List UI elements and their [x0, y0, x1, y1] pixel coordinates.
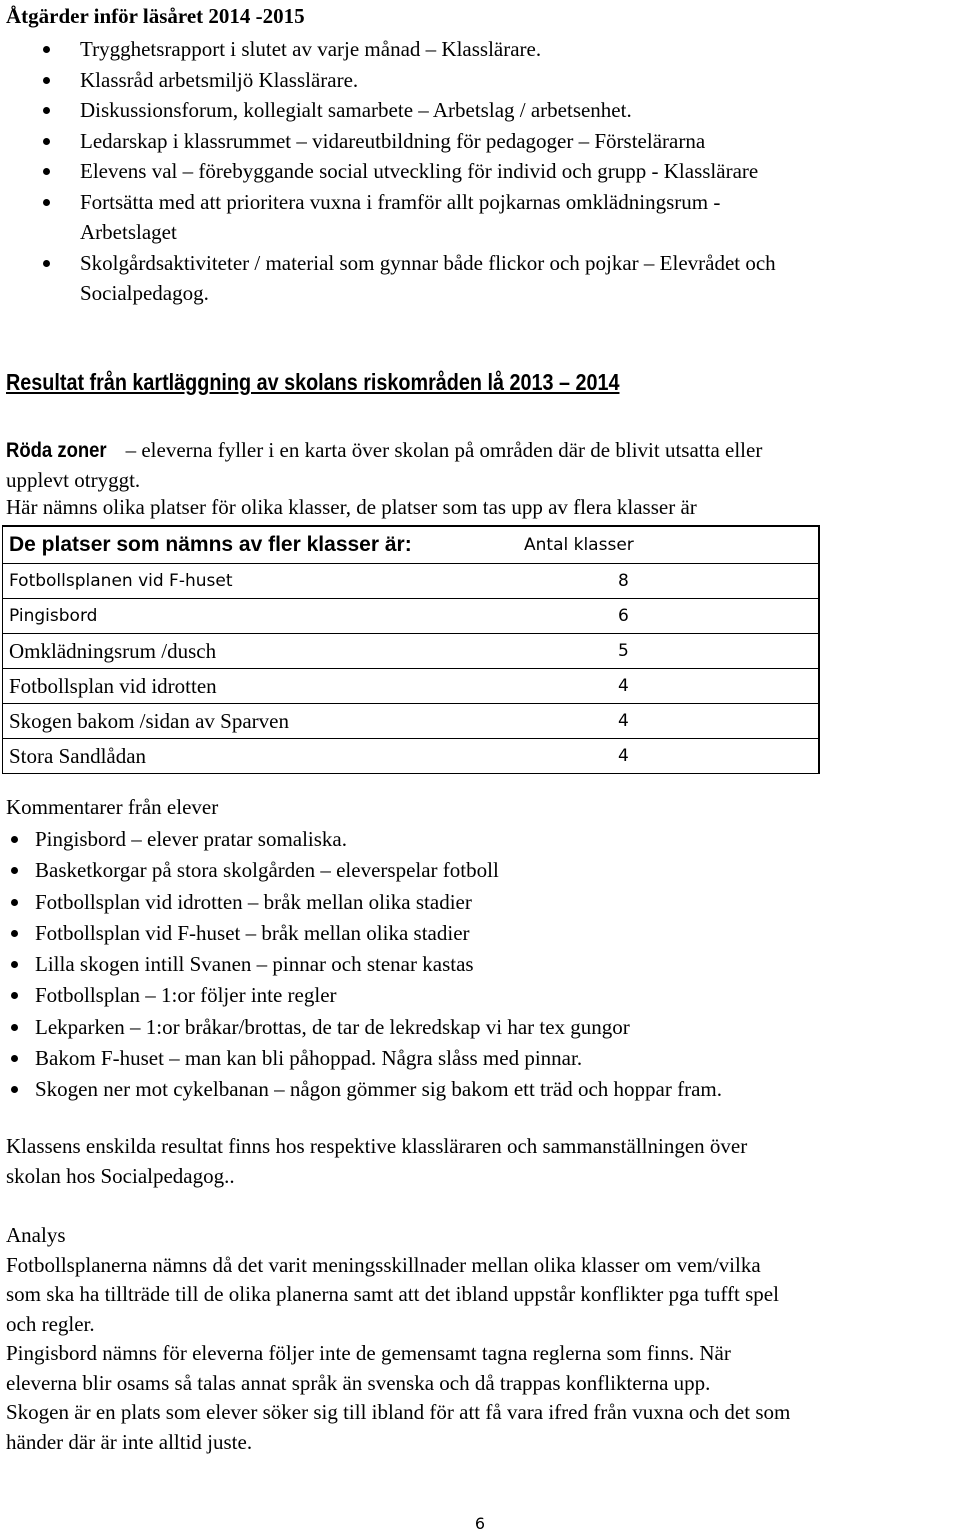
cell-place: Skogen bakom /sidan av Sparven: [3, 704, 525, 739]
measures-list: [80, 34, 950, 309]
cell-place: Pingisbord: [3, 599, 525, 634]
bullet-icon: [43, 199, 50, 206]
bullet-icon: [11, 899, 18, 906]
cell-place: Fotbollsplanen vid F-huset: [3, 564, 525, 599]
list-item: Klassråd arbetsmiljö Klasslärare.: [80, 65, 950, 96]
bullet-icon: [11, 867, 18, 874]
cell-count: 4: [524, 739, 819, 774]
cell-place: Fotbollsplan vid idrotten: [3, 669, 525, 704]
analysis-heading: Analys: [6, 1223, 66, 1247]
list-item: Skolgårdsaktiviteter / material som gynnar både flickor och pojkar – Elevrådet och Socialpedagog.: [80, 248, 950, 309]
list-item: Lilla skogen intill Svanen – pinnar och stenar kastas: [35, 949, 935, 980]
list-item: Bakom F-huset – man kan bli påhoppad. Några slåss med pinnar.: [35, 1043, 935, 1074]
cell-place: Stora Sandlådan: [3, 739, 525, 774]
red-zones-paragraph: Röda zoner – eleverna fyller i en karta över skolan på områden där de blivit utsatta eller upplevt otryggt.: [6, 438, 763, 492]
bullet-icon: [11, 836, 18, 843]
list-item: Fortsätta med att prioritera vuxna i framför allt pojkarnas omklädningsrum - Arbetslaget: [80, 187, 950, 248]
section-title-measures: Åtgärder inför läsåret 2014 -2015: [6, 4, 305, 28]
bullet-icon: [43, 107, 50, 114]
list-item: Skogen ner mot cykelbanan – någon gömmer sig bakom ett träd och hoppar fram.: [35, 1074, 935, 1105]
bullet-icon: [43, 260, 50, 267]
bullet-icon: [11, 961, 18, 968]
cell-count: 5: [524, 634, 819, 669]
table-row: [3, 739, 820, 774]
cell-count: 4: [524, 704, 819, 739]
list-item: Fotbollsplan vid F-huset – bråk mellan olika stadier: [35, 918, 935, 949]
bullet-icon: [11, 1024, 18, 1031]
table-row: [3, 669, 820, 704]
class-results-paragraph: Klassens enskilda resultat finns hos respektive klassläraren och sammanställningen över skolan hos Socialpedagog..: [6, 1134, 748, 1188]
header-place: De platser som nämns av fler klasser är:: [3, 526, 525, 564]
table-row: [3, 564, 820, 599]
cell-count: 8: [524, 564, 819, 599]
places-table: [2, 525, 820, 774]
table-header-row: [3, 526, 820, 564]
cell-count: 6: [524, 599, 819, 634]
list-item: Basketkorgar på stora skolgården – eleverspelar fotboll: [35, 855, 935, 886]
bullet-icon: [11, 1086, 18, 1093]
header-count: Antal klasser: [524, 526, 819, 564]
bullet-icon: [43, 138, 50, 145]
bullet-icon: [43, 77, 50, 84]
bullet-icon: [11, 992, 18, 999]
list-item: Fotbollsplan – 1:or följer inte regler: [35, 980, 935, 1011]
list-item: Fotbollsplan vid idrotten – bråk mellan olika stadier: [35, 887, 935, 918]
comments-list: [35, 824, 935, 1106]
bullet-icon: [11, 930, 18, 937]
bullet-icon: [11, 1055, 18, 1062]
list-item: Ledarskap i klassrummet – vidareutbildning för pedagoger – Förstelärarna: [80, 126, 950, 157]
table-row: [3, 704, 820, 739]
list-item: Elevens val – förebyggande social utveckling för individ och grupp - Klasslärare: [80, 156, 950, 187]
list-item: Diskussionsforum, kollegialt samarbete – Arbetslag / arbetsenhet.: [80, 95, 950, 126]
list-item: Lekparken – 1:or bråkar/brottas, de tar de lekredskap vi har tex gungor: [35, 1012, 935, 1043]
table-row: [3, 599, 820, 634]
cell-place: Omklädningsrum /dusch: [3, 634, 525, 669]
places-intro: Här nämns olika platser för olika klasser, de platser som tas upp av flera klasser är: [6, 495, 697, 519]
list-item: Trygghetsrapport i slutet av varje månad – Klasslärare.: [80, 34, 950, 65]
page-number: 6: [474, 1514, 486, 1533]
bullet-icon: [43, 168, 50, 175]
cell-count: 4: [524, 669, 819, 704]
bullet-icon: [43, 46, 50, 53]
table-row: [3, 634, 820, 669]
list-item: Pingisbord – elever pratar somaliska.: [35, 824, 935, 855]
analysis-section: Analys Fotbollsplanerna nämns då det varit meningsskillnader mellan olika klasser om vem/vilka som ska ha tillträde till de olika planerna samt att det ibland uppstår konflikter pga tufft spel och regler. Pingisbord nämns för eleverna följer inte de gemensamt tagna reglerna som finns. När eleverna blir osams så talas annat språk än svenska och då trappas konflikterna upp. Skogen är en plats som elever söker sig till ibland för att få vara ifred från vuxna och det som händer där är inte alltid juste.: [6, 1223, 791, 1454]
results-heading: Resultat från kartläggning av skolans riskområden lå 2013 – 2014: [6, 369, 620, 395]
comments-heading: Kommentarer från elever: [6, 795, 219, 819]
red-zones-label: Röda zoner: [6, 439, 107, 462]
